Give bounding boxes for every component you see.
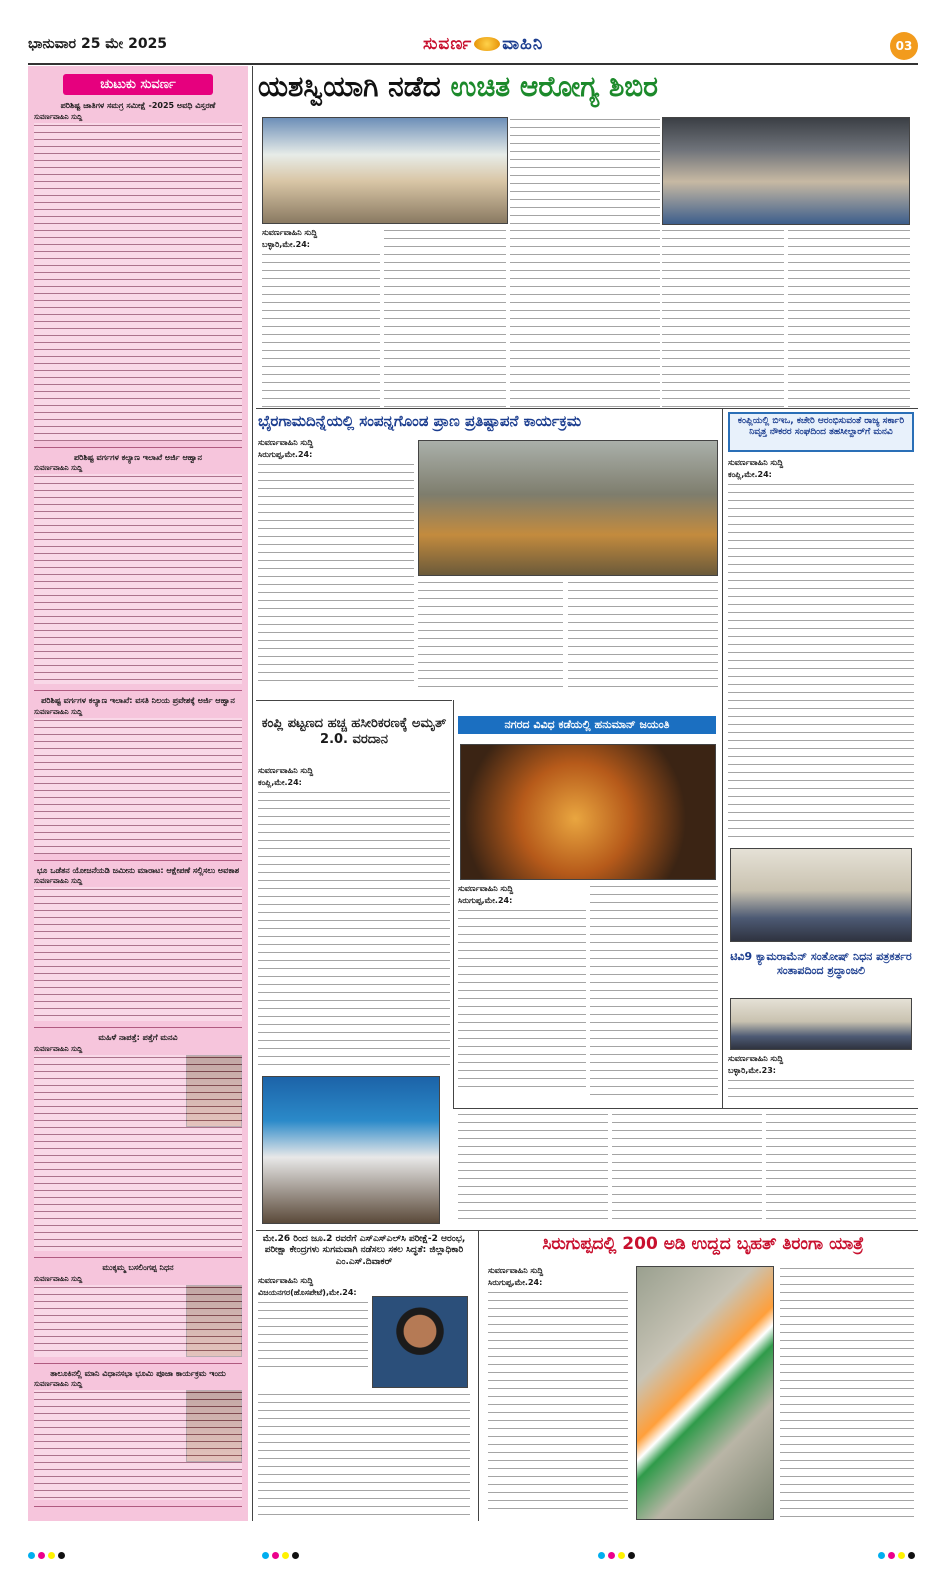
sidebar-item — [34, 866, 242, 1029]
tribute-continued-col — [766, 1112, 916, 1226]
campli-byline: ಸುವರ್ಣವಾಹಿನಿ ಸುದ್ದಿ — [258, 766, 314, 775]
column-divider — [252, 66, 253, 1521]
tiranga-body-col — [488, 1266, 628, 1520]
tribute-photo — [730, 998, 912, 1050]
body-text — [34, 887, 242, 1021]
body-text — [34, 718, 242, 854]
sidebar-chutuku — [28, 66, 248, 1521]
body-text — [34, 474, 242, 684]
black-dot — [292, 1552, 299, 1559]
tiranga-aerial-photo — [636, 1266, 774, 1520]
body-text — [262, 252, 380, 407]
cmyk-dots — [28, 1552, 65, 1559]
tribute-continued-col — [458, 1112, 608, 1226]
body-text — [788, 228, 910, 411]
body-text — [590, 884, 718, 1098]
tiranga-byline: ಸುವರ್ಣವಾಹಿನಿ ಸುದ್ದಿ — [488, 1266, 544, 1275]
column-divider — [722, 408, 723, 1108]
cmyk-dots — [262, 1552, 299, 1559]
yellow-dot — [282, 1552, 289, 1559]
body-text — [258, 1392, 470, 1518]
body-text — [34, 1055, 242, 1251]
tiranga-dateline: ಸಿರುಗುಪ್ಪ,ಮೇ.24: — [488, 1278, 543, 1287]
exam-body-col — [258, 1276, 368, 1376]
campli-body-col — [258, 766, 450, 1074]
memorandum-photo — [730, 848, 912, 942]
exam-headline: ಮೇ.26 ರಿಂದ ಜೂ.2 ರವರೆಗೆ ಎಸ್ಎಸ್ಎಲ್‌ಸಿ ಪರೀಕ್ಷೆ-2 ಆರಂಭ, ಪರೀಕ್ಷಾ ಕೇಂದ್ರಗಳು ಸುಗಮವಾಗಿ ನಡೆಸಲು ಸಕಲ ಸಿದ್ಧತೆ: ಜಿಲ್ಲಾಧಿಕಾರಿ ಎಂ.ಎಸ್.ದಿವಾಕರ್ — [262, 1234, 466, 1267]
sidebar-item-headline: ತಾಲೂಕಿನಲ್ಲಿ ಮಾನಿ ವಿಧಾನಸಭಾ ಭೂಮಿ ಪೂಜಾ ಕಾರ್ಯಕ್ರಮ ಇಂದು — [50, 1368, 226, 1378]
sidebar-item — [34, 1369, 242, 1508]
masthead-right: ವಾಹಿನಿ — [502, 34, 544, 54]
hanuman-body-col — [458, 884, 586, 1100]
hanuman-dateline: ಸಿರುಗುಪ್ಪ,ಮೇ.24: — [458, 896, 513, 905]
lead-body-col — [788, 228, 910, 413]
body-text — [258, 1300, 368, 1370]
campli-dateline: ಕಂಪ್ಲಿ,ಮೇ.24: — [258, 778, 302, 787]
body-text — [612, 1112, 762, 1224]
exam-dateline: ವಿಜಯನಗರ(ಹೊಸಪೇಟೆ),ಮೇ.24: — [258, 1288, 357, 1297]
section-divider — [256, 1230, 918, 1231]
hanuman-headline: ನಗರದ ವಿವಿಧ ಕಡೆಯಲ್ಲಿ ಹನುಮಾನ್ ಜಯಂತಿ — [458, 716, 716, 734]
exam-body-col — [258, 1392, 470, 1520]
section-divider — [453, 1108, 918, 1109]
memo-body-col — [728, 458, 914, 848]
sidebar-item-headline: ಮುಕ್ಕಮ್ಮ ಬಸಲಿಂಗಪ್ಪ ನಿಧನ — [102, 1262, 174, 1272]
body-text — [780, 1266, 914, 1518]
magenta-dot — [608, 1552, 615, 1559]
exam-byline: ಸುವರ್ಣವಾಹಿನಿ ಸುದ್ದಿ — [258, 1276, 314, 1285]
lead-headline-part1: ಯಶಸ್ವಿಯಾಗಿ ನಡೆದ — [258, 70, 441, 103]
black-dot — [628, 1552, 635, 1559]
lead-body-col — [510, 117, 660, 227]
tribute-byline: ಸುವರ್ಣವಾಹಿನಿ ಸುದ್ದಿ — [728, 1054, 784, 1063]
cyan-dot — [28, 1552, 35, 1559]
body-text — [728, 482, 914, 842]
black-dot — [908, 1552, 915, 1559]
sidebar-item-byline: ಸುವರ್ಣವಾಹಿನಿ ಸುದ್ದಿ — [34, 1274, 83, 1283]
prana-body-col — [568, 580, 718, 696]
hanuman-body-col — [590, 884, 718, 1100]
tribute-body-col — [728, 1054, 914, 1106]
yellow-dot — [48, 1552, 55, 1559]
body-text — [488, 1290, 628, 1512]
sidebar-item-byline: ಸುವರ್ಣವಾಹಿನಿ ಸುದ್ದಿ — [34, 1380, 83, 1389]
sidebar-item — [34, 1033, 242, 1258]
sidebar-banner: ಚುಟುಕು ಸುವರ್ಣ — [63, 74, 213, 95]
header-rule — [28, 63, 918, 65]
prana-body-col — [258, 438, 414, 696]
cyan-dot — [878, 1552, 885, 1559]
memo-headline: ಕಂಪ್ಲಿಯಲ್ಲಿ ಬಿಇಒ, ಕಚೇರಿ ಆರಂಭಿಸುವಂತೆ ರಾಜ್ಯ ಸರ್ಕಾರಿ ನಿವೃತ್ತ ನೌಕರರ ಸಂಘದಿಂದ ತಹಸೀಲ್ದಾರ್‌ಗೆ ಮನವಿ — [728, 412, 914, 452]
sidebar-item — [34, 1263, 242, 1364]
magenta-dot — [888, 1552, 895, 1559]
sidebar-item-headline: ಪರಿಶಿಷ್ಟ ವರ್ಗಗಳ ಕಲ್ಯಾಣ ಇಲಾಖೆ ಅರ್ಜಿ ಆಹ್ವಾನ — [73, 452, 202, 462]
column-divider — [478, 1230, 479, 1521]
prana-body-col — [418, 580, 563, 696]
sidebar-item — [34, 453, 242, 692]
lead-dateline: ಬಳ್ಳಾರಿ,ಮೇ.24: — [262, 240, 310, 249]
column-divider — [453, 700, 454, 1108]
collector-portrait-photo — [372, 1296, 468, 1388]
sidebar-item-byline: ಸುವರ್ಣವಾಹಿನಿ ಸುದ್ದಿ — [34, 112, 83, 121]
sidebar-item-byline: ಸುವರ್ಣವಾಹಿನಿ ಸುದ್ದಿ — [34, 877, 83, 886]
lead-body-col — [262, 228, 380, 413]
temple-ceremony-photo — [418, 440, 718, 576]
body-text — [662, 228, 784, 411]
health-camp-audience-photo — [662, 117, 910, 225]
memo-byline: ಸುವರ್ಣವಾಹಿನಿ ಸುದ್ದಿ — [728, 458, 784, 467]
page-number: 03 — [890, 32, 918, 60]
tribute-continued-col — [612, 1112, 762, 1226]
body-text — [34, 1390, 242, 1500]
yellow-dot — [618, 1552, 625, 1559]
health-camp-stage-photo — [262, 117, 508, 224]
prana-dateline: ಸಿರುಗುಪ್ಪ,ಮೇ.24: — [258, 450, 313, 459]
tribute-headline: ಟಿವಿ9 ಕ್ಯಾಮರಾಮೆನ್ ಸಂತೋಷ್ ನಿಧನ ಪತ್ರಕರ್ತರ ಸಂತಾಪದಿಂದ ಶ್ರದ್ಧಾಂಜಲಿ — [730, 950, 912, 977]
body-text — [458, 1112, 608, 1224]
campli-headline: ಕಂಪ್ಲಿ ಪಟ್ಟಣದ ಹಚ್ಚ ಹಸೀರಿಕರಣಕ್ಕೆ ಅಮೃತ್ 2.0. ವರದಾನ — [261, 716, 447, 748]
body-text — [458, 908, 586, 1094]
sidebar-item-byline: ಸುವರ್ಣವಾಹಿನಿ ಸುದ್ದಿ — [34, 464, 83, 473]
sidebar-item — [34, 696, 242, 861]
body-text — [34, 1285, 242, 1357]
lead-body-col — [510, 228, 660, 413]
masthead-left: ಸುವರ್ಣ — [423, 34, 473, 54]
lead-headline — [258, 67, 910, 107]
body-text — [384, 228, 506, 411]
magenta-dot — [38, 1552, 45, 1559]
tiranga-headline: ಸಿರುಗುಪ್ಪದಲ್ಲಿ 200 ಅಡಿ ಉದ್ದದ ಬೃಹತ್ ತಿರಂಗಾ ಯಾತ್ರೆ — [542, 1234, 864, 1254]
body-text — [568, 580, 718, 694]
body-text — [258, 790, 450, 1068]
prana-headline: ಭೈರಗಾಮದಿನ್ನೆಯಲ್ಲಿ ಸಂಪನ್ನಗೊಂಡ ಪ್ರಾಣ ಪ್ರತಿಷ್ಟಾಪನೆ ಕಾರ್ಯಕ್ರಮ — [258, 412, 582, 430]
sidebar-item-byline: ಸುವರ್ಣವಾಹಿನಿ ಸುದ್ದಿ — [34, 1044, 83, 1053]
sidebar-item-headline: ಪರಿಶಿಷ್ಟ ಜಾತಿಗಳ ಸಮಗ್ರ ಸಮೀಕ್ಷೆ -2025 ಅವಧಿ ವಿಸ್ತರಣೆ — [60, 101, 216, 110]
body-text — [510, 117, 660, 225]
body-text — [418, 580, 563, 694]
yellow-dot — [898, 1552, 905, 1559]
section-divider — [256, 408, 918, 409]
body-text — [766, 1112, 916, 1224]
lead-byline: ಸುವರ್ಣವಾಹಿನಿ ಸುದ್ದಿ — [262, 228, 318, 237]
prana-byline: ಸುವರ್ಣವಾಹಿನಿ ಸುದ್ದಿ — [258, 438, 314, 447]
cmyk-dots — [598, 1552, 635, 1559]
lead-body-col — [384, 228, 506, 413]
print-registration-marks — [0, 1552, 945, 1566]
section-divider — [256, 700, 452, 701]
sidebar-item-headline: ಭೂ ಒಡೆತನ ಯೋಜನೆಯಡಿ ಜಮೀನು ಮಾರಾಟ: ಆಕ್ಷೇಪಣೆ ಸಲ್ಲಿಸಲು ಅವಕಾಶ — [36, 865, 240, 875]
body-text — [258, 462, 414, 688]
body-text — [510, 228, 660, 411]
body-text — [728, 1078, 914, 1102]
tiranga-body-col — [780, 1266, 914, 1520]
black-dot — [58, 1552, 65, 1559]
sidebar-item-headline: ಪರಿಶಿಷ್ಟ ವರ್ಗಗಳ ಕಲ್ಯಾಣ ಇಲಾಖೆ: ವಸತಿ ನಿಲಯ ಪ್ರವೇಶಕ್ಕೆ ಅರ್ಜಿ ಆಹ್ವಾನ — [41, 696, 235, 706]
lead-headline-part2: ಉಚಿತ ಆರೋಗ್ಯ ಶಿಬಿರ — [450, 70, 658, 103]
cmyk-dots — [878, 1552, 915, 1559]
lead-body-col — [662, 228, 784, 413]
cyan-dot — [598, 1552, 605, 1559]
masthead — [423, 34, 543, 54]
sidebar-item — [34, 101, 242, 448]
sidebar-item-headline: ಮಹಿಳೆ ನಾಪತ್ತೆ: ಪತ್ತೆಗೆ ಮನವಿ — [98, 1033, 178, 1043]
award-photo — [262, 1076, 440, 1224]
cyan-dot — [262, 1552, 269, 1559]
body-text — [34, 123, 242, 441]
sidebar-item-byline: ಸುವರ್ಣವಾಹಿನಿ ಸುದ್ದಿ — [34, 707, 83, 716]
issue-date: ಭಾನುವಾರ 25 ಮೇ 2025 — [28, 36, 168, 52]
memo-dateline: ಕಂಪ್ಲಿ,ಮೇ.24: — [728, 470, 772, 479]
page-header — [28, 32, 918, 64]
magenta-dot — [272, 1552, 279, 1559]
hanuman-puja-photo — [460, 744, 716, 880]
hanuman-byline: ಸುವರ್ಣವಾಹಿನಿ ಸುದ್ದಿ — [458, 884, 514, 893]
tribute-dateline: ಬಳ್ಳಾರಿ,ಮೇ.23: — [728, 1066, 776, 1075]
sun-logo-icon — [474, 37, 500, 51]
